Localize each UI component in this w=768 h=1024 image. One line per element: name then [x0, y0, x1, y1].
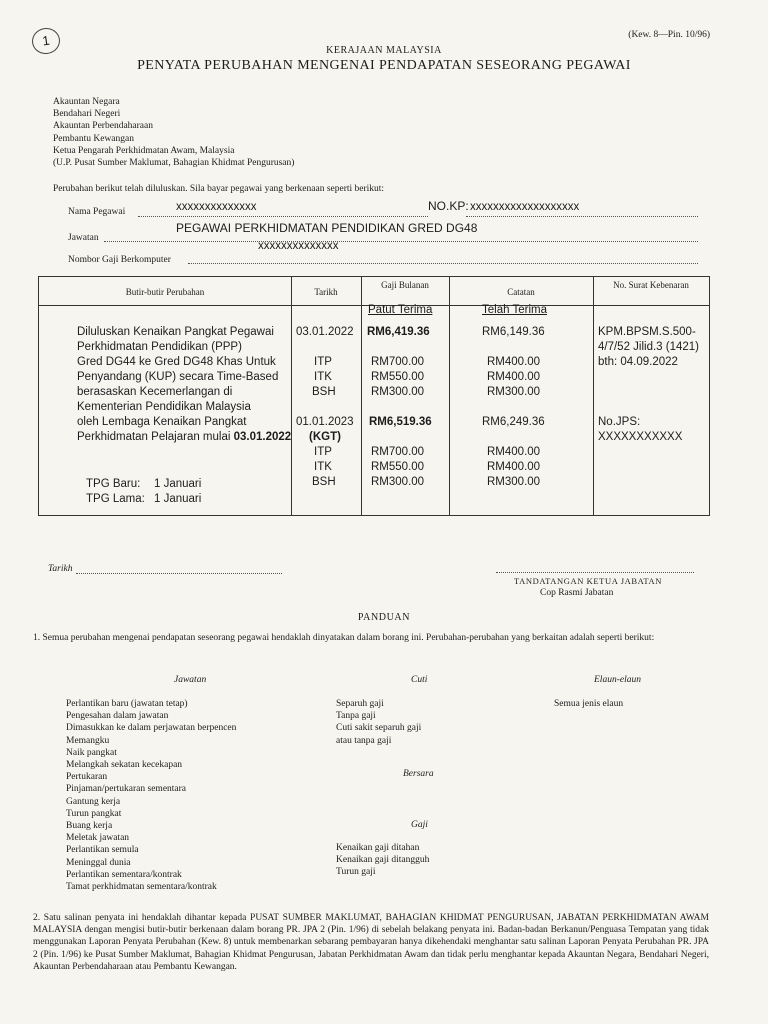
tarikh-value: ITK	[314, 461, 332, 473]
tarikh-value: 03.01.2022	[296, 326, 354, 338]
tarikh-sign-label: Tarikh	[48, 564, 73, 574]
nokp-label: NO.KP:	[428, 199, 469, 213]
patut-terima-value: RM550.00	[371, 461, 425, 473]
gaji-heading: Gaji	[411, 820, 428, 830]
description-line-final	[77, 430, 291, 445]
signature-title: TANDATANGAN KETUA JABATAN	[514, 576, 663, 586]
jawatan-list-item: Meletak jawatan	[66, 833, 130, 844]
jawatan-value: PEGAWAI PERKHIDMATAN PENDIDIKAN GRED DG48	[176, 221, 478, 235]
handwritten-page-mark: 1	[30, 26, 61, 56]
tarikh-value: BSH	[312, 476, 336, 488]
patut-terima-value: RM700.00	[371, 446, 425, 458]
patut-terima-value: RM6,419.36	[367, 326, 430, 338]
panduan-para-2: 2. Satu salinan penyata ini hendaklah dihantar kepada PUSAT SUMBER MAKLUMAT, BAHAGIAN KHIDMAT PENGURUSAN, JABATAN PERKHIDMATAN AWAM MALAYSIA dengan mengisi butir-butir berkenaan dalam borang PR. JPA 2 (Pin. 1/96) di sebelah belakang penyata ini. Badan-badan Berkanun/Penguasa Tempatan yang tidak menggunakan Laporan Penyata Perubahan (Kew. 8) untuk membenarkan sebarang pembayaran hanya dikehendaki menghantar satu salinan Laporan Penyata Perubahan PR. JPA 2 (Pin. 1/96) ke Pusat Sumber Maklumat, Bahagian Khidmat Pengurusan, Jabatan Perkhidmatan Awam dan tidak perlu menghantar kepada Akauntan Negara, Bendahari Negeri, Akauntan Perbendaharaan atau Pembantu Kewangan.	[33, 913, 709, 972]
tarikh-value: ITP	[314, 356, 332, 368]
surat-value: KPM.BPSM.S.500-	[598, 326, 696, 338]
gaji-list-item: Turun gaji	[336, 867, 376, 878]
elaun-list-item: Semua jenis elaun	[554, 699, 624, 709]
panduan-para-1: 1. Semua perubahan mengenai pendapatan seseorang pegawai hendaklah dinyatakan dalam borang ini. Perubahan-perubahan yang berkaitan adalah seperti berikut:	[33, 633, 655, 643]
agency-heading: KERAJAAN MALAYSIA	[326, 45, 442, 56]
surat-value: XXXXXXXXXXX	[598, 431, 683, 443]
signature-dotted-line	[496, 572, 694, 573]
recipient-item: (U.P. Pusat Sumber Maklumat, Bahagian Khidmat Pengurusan)	[53, 158, 295, 169]
gaji-list-item: Kenaikan gaji ditangguh	[336, 855, 430, 866]
nama-dotted-line	[138, 216, 428, 217]
header-butir: Butir-butir Perubahan	[125, 287, 205, 297]
jawatan-list	[66, 698, 236, 893]
description-line-text: Perkhidmatan Pelajaran mulai	[77, 431, 234, 443]
description-line: berasaskan Kecemerlangan di	[77, 386, 233, 398]
cuti-list-item: Separuh gaji	[336, 699, 384, 709]
gaji-berkomputer-value: xxxxxxxxxxxxxx	[258, 240, 339, 252]
elaun-list	[554, 698, 623, 710]
nokp-value: xxxxxxxxxxxxxxxxxxx	[470, 201, 580, 213]
table-col-divider	[361, 277, 362, 515]
nama-label: Nama Pegawai	[68, 207, 126, 217]
cuti-heading: Cuti	[411, 675, 428, 685]
jawatan-list-item: Meninggal dunia	[66, 857, 131, 868]
surat-value: No.JPS:	[598, 416, 641, 428]
tarikh-value: 01.01.2023	[296, 416, 354, 428]
cuti-list-item: Tanpa gaji	[336, 711, 376, 722]
tpg-baru-value: 1 Januari	[154, 478, 202, 490]
description-line: Gred DG44 ke Gred DG48 Khas Untuk	[77, 356, 276, 368]
tpg-lama-value: 1 Januari	[154, 493, 202, 505]
jawatan-dotted-line	[104, 241, 698, 242]
jawatan-list-item: Memangku	[66, 735, 110, 746]
cop-label: Cop Rasmi Jabatan	[540, 588, 614, 598]
recipient-item: Akauntan Negara	[53, 97, 120, 107]
header-tarikh: Tarikh	[314, 287, 338, 297]
description-line: Penyandang (KUP) secara Time-Based	[77, 371, 279, 383]
jawatan-list-item: Naik pangkat	[66, 747, 117, 758]
jawatan-list-item: Buang kerja	[66, 821, 113, 832]
patut-terima-value: RM550.00	[371, 371, 425, 383]
gaji-list	[336, 842, 429, 879]
cuti-list-item: atau tanpa gaji	[336, 735, 392, 746]
jawatan-list-item: Perlantikan baru (jawatan tetap)	[66, 699, 188, 709]
patut-terima-value: RM300.00	[371, 386, 425, 398]
bersara-heading: Bersara	[403, 769, 434, 779]
cuti-list-item: Cuti sakit separuh gaji	[336, 723, 422, 734]
jawatan-list-item: Pengesahan dalam jawatan	[66, 711, 169, 722]
description-line: Perkhidmatan Pendidikan (PPP)	[77, 341, 242, 353]
jawatan-list-item: Gantung kerja	[66, 796, 121, 807]
recipient-item: Bendahari Negeri	[53, 109, 121, 120]
jawatan-list-item: Perlantikan semula	[66, 845, 139, 856]
description-line: Diluluskan Kenaikan Pangkat Pegawai	[77, 326, 274, 338]
telah-terima-value: RM400.00	[487, 371, 541, 383]
jawatan-list-item: Melangkah sekatan kecekapan	[66, 760, 183, 771]
surat-value: bth: 04.09.2022	[598, 356, 678, 368]
jawatan-list-item: Turun pangkat	[66, 808, 122, 819]
description-line: Kementerian Pendidikan Malaysia	[77, 401, 251, 413]
gaji-berkomputer-label: Nombor Gaji Berkomputer	[68, 255, 171, 265]
patut-terima-value: RM700.00	[371, 356, 425, 368]
gaji-list-item: Kenaikan gaji ditahan	[336, 843, 420, 853]
recipient-item: Ketua Pengarah Perkhidmatan Awam, Malaysia	[53, 145, 235, 156]
telah-terima-value: RM300.00	[487, 476, 541, 488]
patut-terima-value: RM6,519.36	[369, 416, 432, 428]
jawatan-list-item: Perlantikan sementara/kontrak	[66, 869, 182, 880]
telah-terima-value: RM300.00	[487, 386, 541, 398]
telah-terima-value: RM6,149.36	[482, 326, 545, 338]
tarikh-value: BSH	[312, 386, 336, 398]
jawatan-heading: Jawatan	[174, 675, 207, 685]
gaji-berkomputer-dotted-line	[188, 263, 698, 264]
telah-terima-value: RM400.00	[487, 446, 541, 458]
table-col-divider	[449, 277, 450, 515]
form-title: PENYATA PERUBAHAN MENGENAI PENDAPATAN SESEORANG PEGAWAI	[137, 58, 631, 73]
panduan-title: PANDUAN	[357, 612, 411, 623]
jawatan-list-item: Tamat perkhidmatan sementara/kontrak	[66, 882, 217, 893]
header-gaji: Gaji Bulanan	[381, 280, 429, 290]
table-col-divider	[291, 277, 292, 515]
header-catatan: Catatan	[507, 287, 535, 297]
tarikh-sign-dotted-line	[76, 573, 282, 574]
recipient-item: Akauntan Perbendaharaan	[53, 121, 153, 132]
form-code: (Kew. 8—Pin. 10/96)	[628, 30, 710, 40]
recipient-item: Pembantu Kewangan	[53, 133, 134, 144]
jawatan-list-item: Dimasukkan ke dalam perjawatan berpencen	[66, 723, 237, 734]
elaun-heading: Elaun-elaun	[594, 675, 641, 685]
recipient-list	[53, 96, 294, 169]
tpg-baru-label: TPG Baru:	[86, 478, 141, 490]
nama-value: xxxxxxxxxxxxxx	[176, 201, 257, 213]
patut-terima-value: RM300.00	[371, 476, 425, 488]
jawatan-label: Jawatan	[68, 233, 99, 243]
cuti-list	[336, 698, 421, 747]
subheader-patut-terima: Patut Terima	[368, 304, 433, 316]
jawatan-list-item: Pinjaman/pertukaran sementara	[66, 784, 187, 795]
telah-terima-value: RM400.00	[487, 461, 541, 473]
tarikh-value: ITP	[314, 446, 332, 458]
tarikh-value: (KGT)	[309, 431, 341, 443]
subheader-telah-terima: Telah Terima	[482, 304, 547, 316]
description-line: oleh Lembaga Kenaikan Pangkat	[77, 416, 247, 428]
description-effective-date: 03.01.2022	[233, 431, 292, 443]
tarikh-value: ITK	[314, 371, 332, 383]
table-col-divider	[593, 277, 594, 515]
tpg-lama-label: TPG Lama:	[86, 493, 145, 505]
header-surat: No. Surat Kebenaran	[613, 280, 689, 290]
intro-text: Perubahan berikut telah diluluskan. Sila bayar pegawai yang berkenaan seperti berikut:	[53, 184, 385, 194]
nokp-dotted-line	[466, 216, 698, 217]
surat-value: 4/7/52 Jilid.3 (1421)	[598, 341, 700, 353]
telah-terima-value: RM400.00	[487, 356, 541, 368]
jawatan-list-item: Pertukaran	[66, 772, 108, 783]
telah-terima-value: RM6,249.36	[482, 416, 545, 428]
